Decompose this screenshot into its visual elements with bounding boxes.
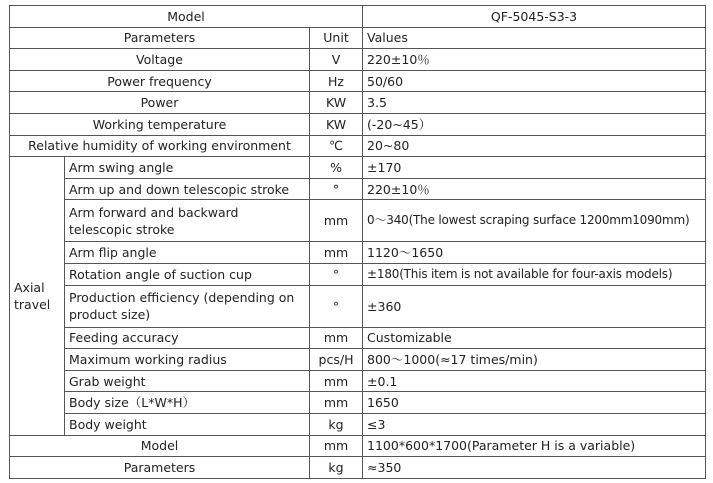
value-cell: 1120～1650: [363, 242, 706, 264]
table-row: [10, 70, 706, 92]
value-cell: ±170: [363, 157, 706, 179]
param-cell: Power frequency: [10, 70, 310, 92]
value-cell: 800～1000(≈17 times/min): [363, 349, 706, 371]
axial-travel-group-label: Axial travel: [10, 157, 65, 435]
param-cell: Grab weight: [65, 370, 310, 392]
unit-cell: °: [310, 263, 363, 285]
unit-cell: mm: [310, 392, 363, 414]
param-cell: Arm swing angle: [65, 157, 310, 179]
param-cell: Feeding accuracy: [65, 327, 310, 349]
table-row: [10, 242, 706, 264]
unit-cell: Hz: [310, 70, 363, 92]
value-cell: ≈350: [363, 457, 706, 479]
unit-cell: ℃: [310, 135, 363, 157]
model-label: Model: [10, 6, 363, 28]
param-cell: Rotation angle of suction cup: [65, 263, 310, 285]
value-cell: 220±10％: [363, 178, 706, 200]
table-row: [10, 200, 706, 242]
table-row: [10, 263, 706, 285]
unit-cell: °: [310, 285, 363, 327]
unit-cell: mm: [310, 435, 363, 457]
table-row: [10, 392, 706, 414]
table-row: [10, 327, 706, 349]
unit-cell: mm: [310, 200, 363, 242]
table-row: [10, 370, 706, 392]
param-cell: Arm flip angle: [65, 242, 310, 264]
column-header-row: [10, 27, 706, 49]
param-cell: Relative humidity of working environment: [10, 135, 310, 157]
unit-cell: °: [310, 178, 363, 200]
value-cell: ≤3: [363, 413, 706, 435]
value-cell: 0～340(The lowest scraping surface 1200mm1090mm): [363, 200, 706, 242]
unit-cell: %: [310, 157, 363, 179]
table-row: [10, 457, 706, 479]
value-cell: 1100*600*1700(Parameter H is a variable): [363, 435, 706, 457]
value-cell: ±180(This item is not available for four-axis models): [363, 263, 706, 285]
table-row: [10, 49, 706, 71]
param-cell: Parameters: [10, 457, 310, 479]
unit-cell: V: [310, 49, 363, 71]
model-header-row: [10, 6, 706, 28]
param-cell: Maximum working radius: [65, 349, 310, 371]
param-cell: Arm forward and backward telescopic stroke: [65, 200, 310, 242]
param-cell: Model: [10, 435, 310, 457]
value-cell: ±360: [363, 285, 706, 327]
unit-cell: KW: [310, 92, 363, 114]
unit-cell: mm: [310, 327, 363, 349]
unit-cell: mm: [310, 242, 363, 264]
table-row: [10, 92, 706, 114]
unit-cell: pcs/H: [310, 349, 363, 371]
values-header: Values: [363, 27, 706, 49]
param-cell: Production efficiency (depending on product size): [65, 285, 310, 327]
value-cell: ±0.1: [363, 370, 706, 392]
table-row: [10, 413, 706, 435]
spec-table: [9, 5, 706, 479]
unit-cell: kg: [310, 413, 363, 435]
value-cell: 20~80: [363, 135, 706, 157]
table-row: [10, 113, 706, 135]
unit-header: Unit: [310, 27, 363, 49]
parameters-header: Parameters: [10, 27, 310, 49]
param-cell: Working temperature: [10, 113, 310, 135]
table-row: [10, 435, 706, 457]
param-cell: Voltage: [10, 49, 310, 71]
value-cell: 50/60: [363, 70, 706, 92]
table-row: [10, 349, 706, 371]
value-cell: 3.5: [363, 92, 706, 114]
table-row: [10, 157, 706, 179]
param-cell: Arm up and down telescopic stroke: [65, 178, 310, 200]
unit-cell: kg: [310, 457, 363, 479]
value-cell: 1650: [363, 392, 706, 414]
unit-cell: mm: [310, 370, 363, 392]
table-row: [10, 285, 706, 327]
model-value: QF-5045-S3-3: [363, 6, 706, 28]
value-cell: Customizable: [363, 327, 706, 349]
table-row: [10, 178, 706, 200]
unit-cell: KW: [310, 113, 363, 135]
param-cell: Power: [10, 92, 310, 114]
value-cell: (-20~45）: [363, 113, 706, 135]
table-row: [10, 135, 706, 157]
param-cell: Body size（L*W*H）: [65, 392, 310, 414]
value-cell: 220±10％: [363, 49, 706, 71]
param-cell: Body weight: [65, 413, 310, 435]
